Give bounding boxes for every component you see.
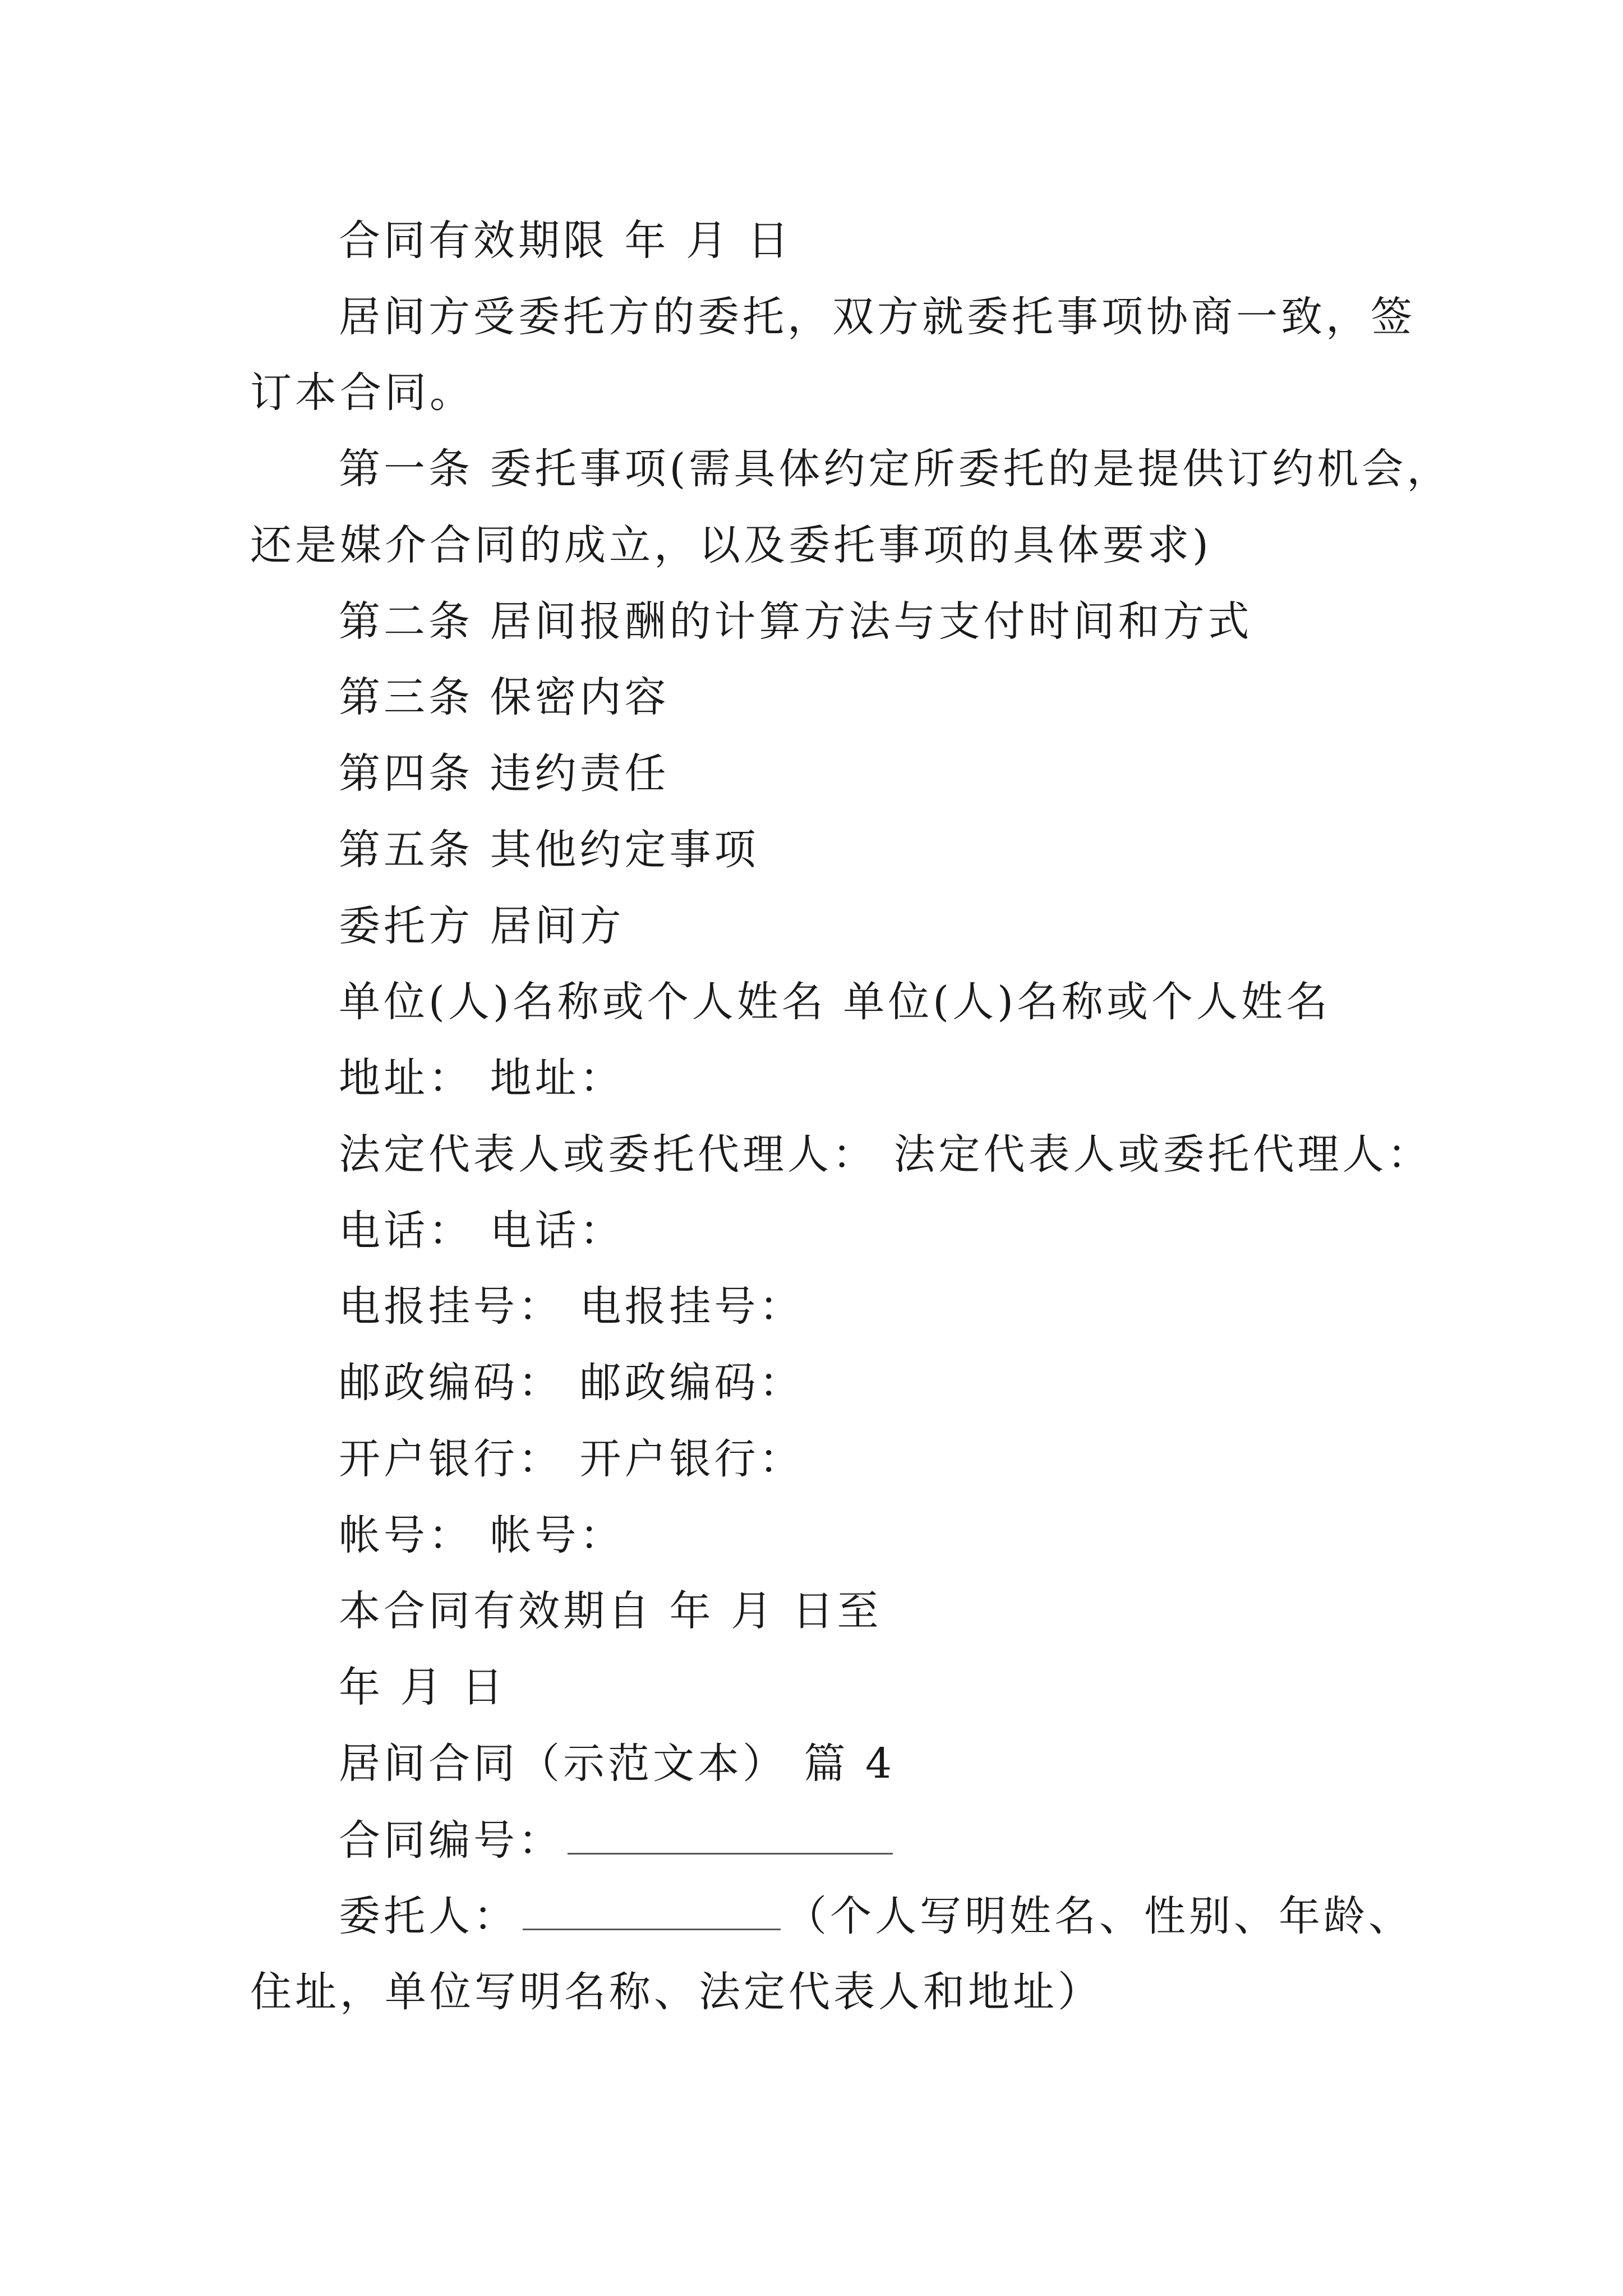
- intro-paragraph-line-2: 订本合同。: [250, 369, 474, 417]
- article-4: 第四条 违约责任: [339, 749, 670, 798]
- account-row: 帐号： 帐号：: [339, 1511, 625, 1559]
- term-line-2: 年 月 日: [339, 1663, 507, 1711]
- postal-code-row: 邮政编码： 邮政编码：: [339, 1359, 804, 1407]
- intro-paragraph-line-1: 居间方受委托方的委托，双方就委托事项协商一致，签: [339, 293, 1415, 341]
- section-title: 居间合同（示范文本） 篇 4: [339, 1740, 896, 1788]
- parties-header: 委托方 居间方: [339, 902, 625, 950]
- bank-row: 开户银行： 开户银行：: [339, 1435, 804, 1483]
- client-note-continuation: 住址，单位写明名称、法定代表人和地址）: [250, 1968, 1103, 2016]
- telegraph-row: 电报挂号： 电报挂号：: [339, 1282, 804, 1331]
- article-2: 第二条 居间报酬的计算方法与支付时间和方式: [339, 597, 1253, 646]
- client-note: （个人写明姓名、性别、年龄、: [785, 1892, 1413, 1940]
- contract-number-label: 合同编号：: [339, 1816, 563, 1865]
- legal-rep-row: 法定代表人或委托代理人： 法定代表人或委托代理人：: [339, 1130, 1432, 1179]
- article-5: 第五条 其他约定事项: [339, 826, 759, 874]
- contract-number-blank: [568, 1819, 893, 1855]
- address-row: 地址： 地址：: [339, 1054, 625, 1102]
- client-row: [339, 1892, 1413, 1940]
- client-label: 委托人：: [339, 1892, 518, 1940]
- term-line-1: 本合同有效期自 年 月 日至: [339, 1587, 882, 1635]
- contract-number-row: [339, 1816, 897, 1865]
- party-name-row: 单位(人)名称或个人姓名 单位(人)名称或个人姓名: [339, 978, 1331, 1026]
- article-3: 第三条 保密内容: [339, 673, 670, 721]
- article-1-line-1: 第一条 委托事项(需具体约定所委托的是提供订约机会，: [339, 445, 1452, 493]
- validity-period-line: 合同有效期限 年 月 日: [339, 217, 792, 265]
- client-blank: [523, 1895, 781, 1930]
- phone-row: 电话： 电话：: [339, 1207, 625, 1255]
- article-1-line-2: 还是媒介合同的成立，以及委托事项的具体要求): [250, 521, 1212, 569]
